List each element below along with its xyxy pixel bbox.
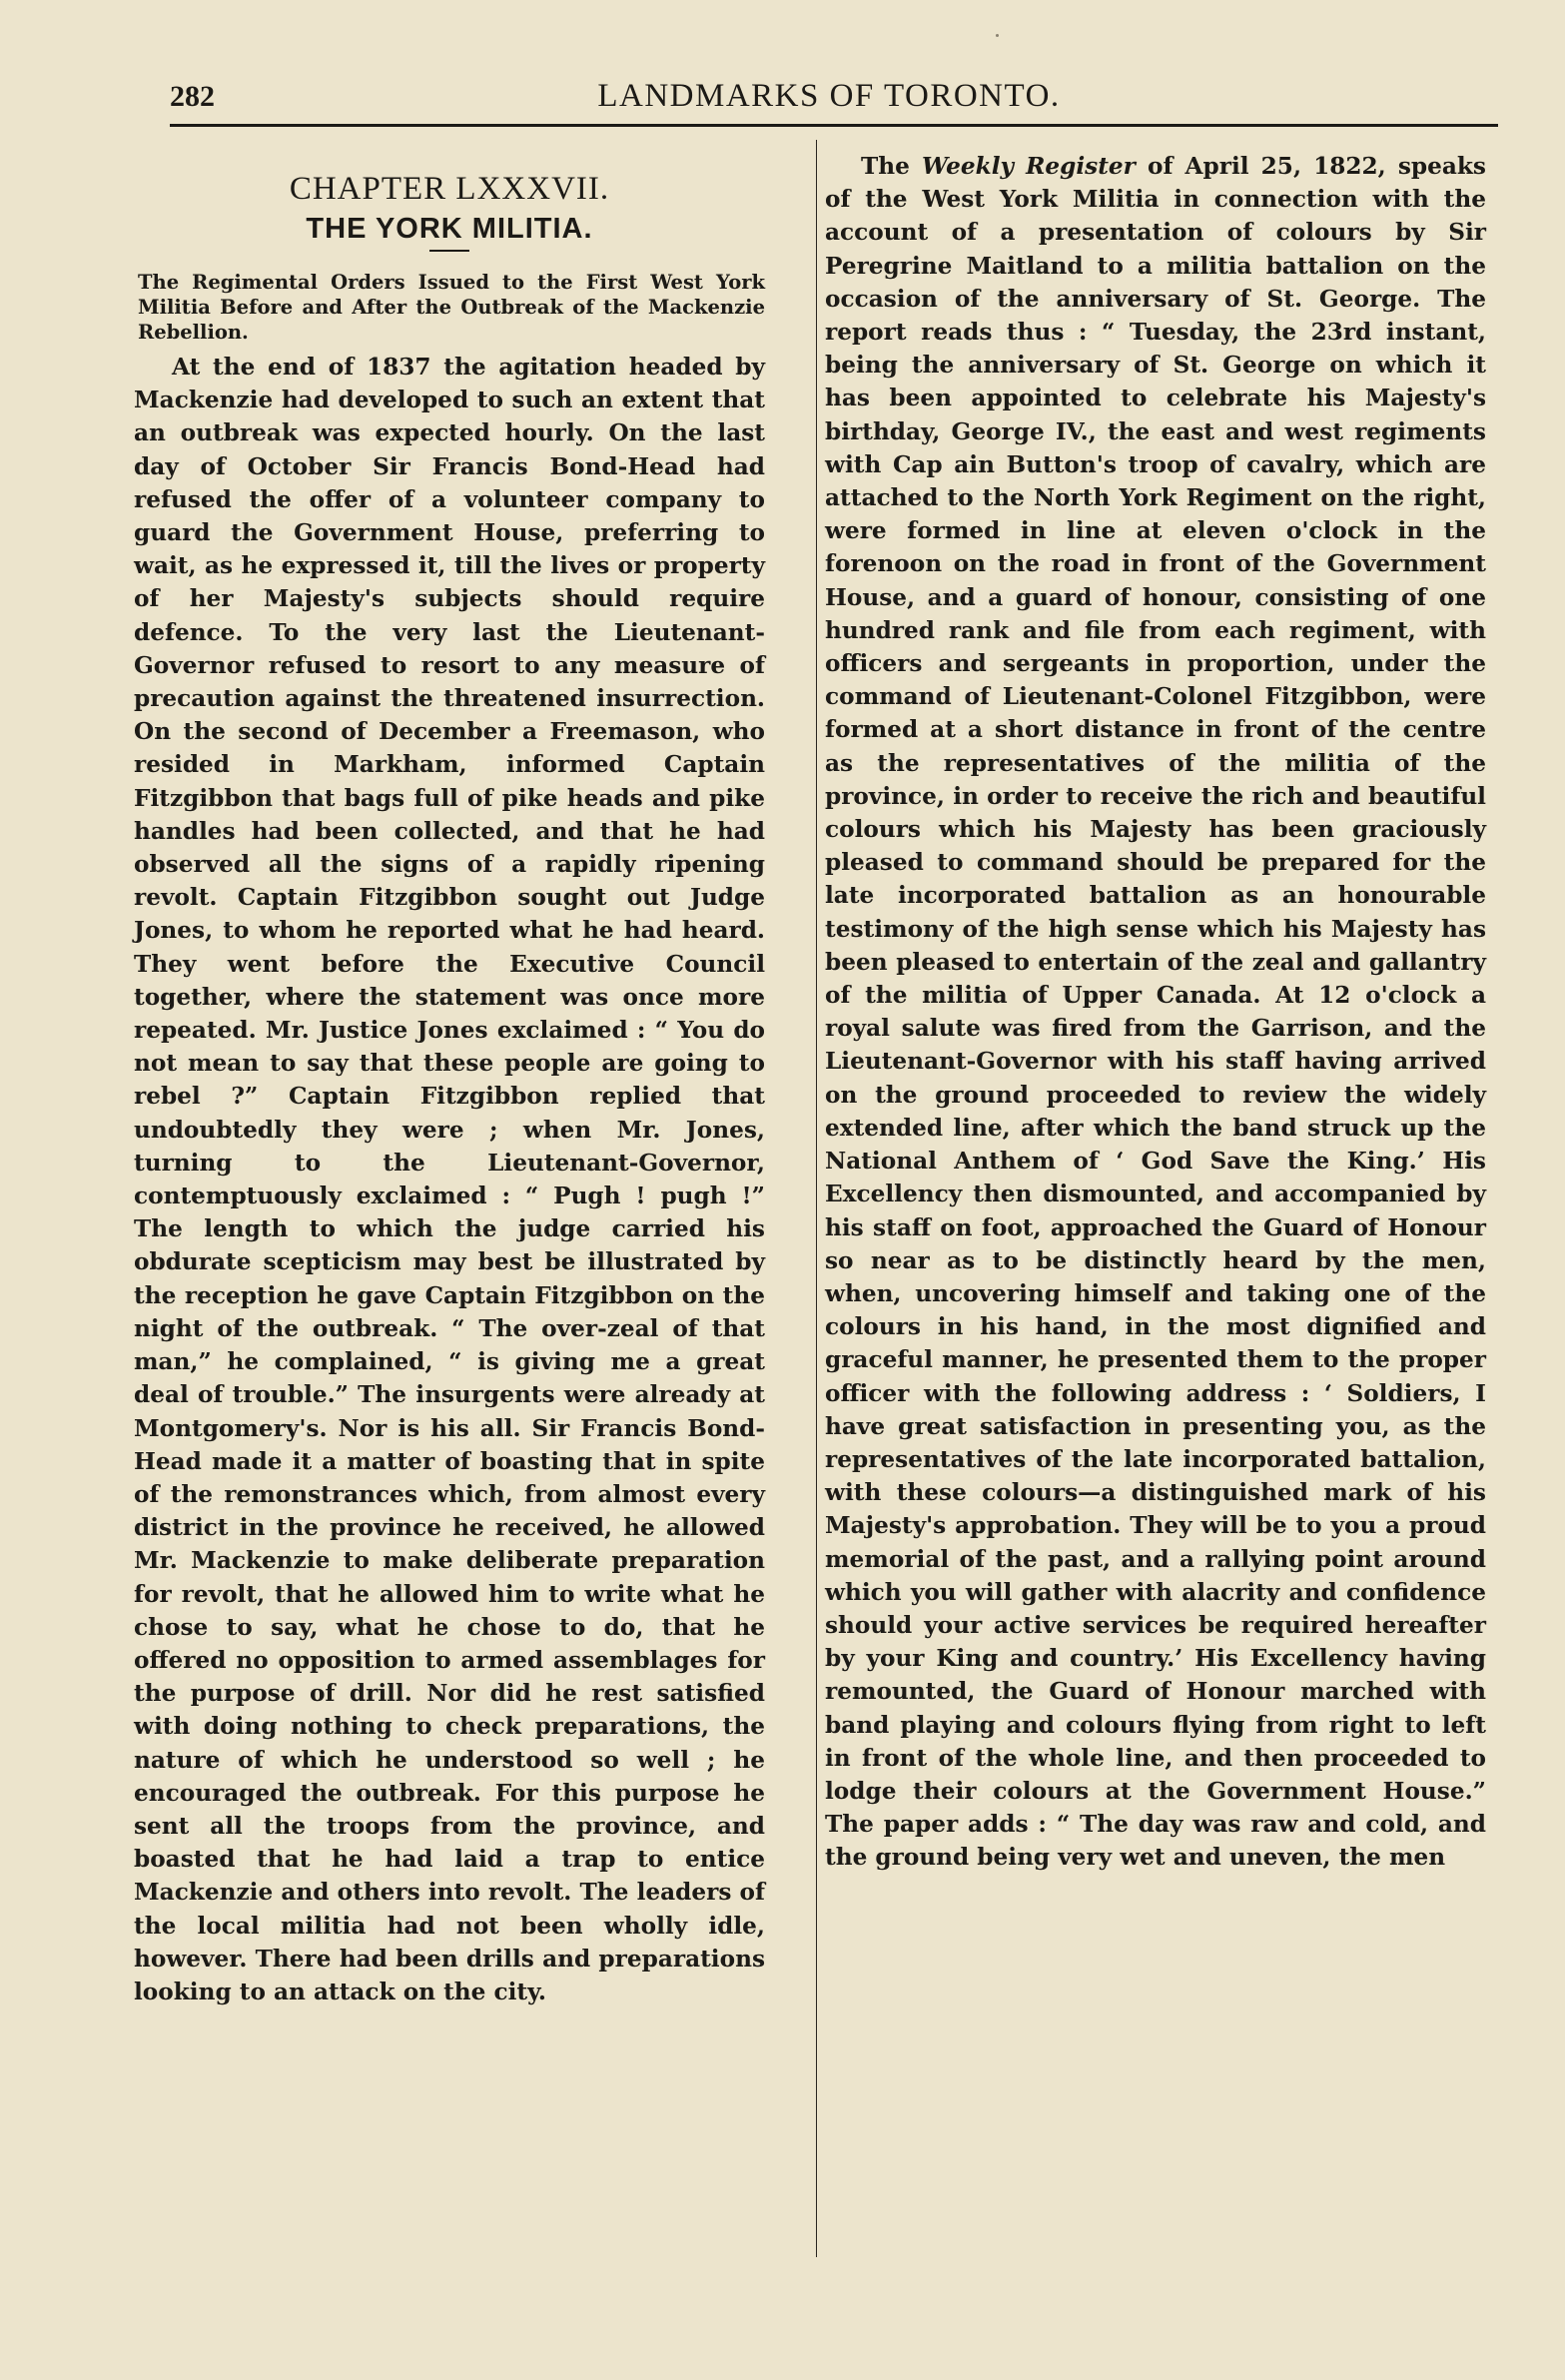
right-body-paragraph xyxy=(825,150,1486,1875)
title-rule xyxy=(429,250,469,252)
column-divider xyxy=(816,140,817,2257)
page-number: 282 xyxy=(170,80,215,113)
right-body-text: of April 25, 1822, speaks of the West York Militia in connection with the account of a presentation of colours by Sir Peregrine Maitland to a militia battalion on the occasion of the anniversary of St. George. The report reads thus : “ Tuesday, the 23rd instant, being the anniversary of St. George on which it has been appointed to celebrate his Majesty's birthday, George IV., the east and west regiments with Cap ain Button's troop of cavalry, which are attached to the North York Regiment on the right, were formed in line at eleven o'clock in the forenoon on the road in front of the Government House, and a guard of honour, consisting of one hundred rank and file from each regiment, with officers and sergeants in proportion, under the command of Lieutenant-Colonel Fitzgibbon, were formed at a short distance in front of the centre as the representatives of the militia of the province, in order to receive the rich and beautiful colours which his Majesty has been graciously pleased to command should be prepared for the late incorporated battalion as an honourable testimony of the high sense which his Majesty has been pleased to entertain of the zeal and gallantry of the militia of Upper Canada. At 12 o'clock a royal salute was fired from the Garrison, and the Lieutenant-Governor with his staff having arrived on the ground proceeded to review the widely extended line, after which the band struck up the National Anthem of ‘ God Save the King.’ His Excellency then dismounted, and accompanied by his staff on foot, approached the Guard of Honour so near as to be distinctly heard by the men, when, uncovering himself and taking one of the colours in his hand, in the most dignified and graceful manner, he presented them to the proper officer with the following address : ‘ Soldiers, I have great satisfaction in presenting you, as the representatives of the late incorporated battalion, with these colours—a distinguished mark of his Majesty's approbation. They will be to you a proud memorial of the past, and a rallying point around which you will gather with alacrity and confidence should your active services be required hereafter by your King and country.’ His Excellency having remounted, the Guard of Honour marched with band playing and colours flying from right to left in front of the whole line, and then proceeded to lodge their colours at the Government House.” The paper adds : “ The day was raw and cold, and the ground being very wet and uneven, the men xyxy=(825,153,1486,1872)
running-header xyxy=(160,78,1498,126)
running-title: LANDMARKS OF TORONTO. xyxy=(597,78,1061,114)
chapter-number: CHAPTER LXXXVII. xyxy=(289,171,610,207)
newspaper-name: Weekly Register xyxy=(921,153,1136,180)
paper-speck xyxy=(996,34,999,37)
header-rule xyxy=(170,124,1498,127)
intro-word: The xyxy=(861,153,910,180)
chapter-title: THE YORK MILITIA. xyxy=(306,213,593,245)
left-column xyxy=(134,150,765,2008)
right-column xyxy=(825,150,1486,1875)
left-body-paragraph: At the end of 1837 the agitation headed by Mackenzie had developed to such an extent that an outbreak was expected hourly. On the last day of October Sir Francis Bond-Head had refused the offer of a volunteer company to guard the Government House, preferring to wait, as he expressed it, till the lives or property of her Majesty's subjects should require defence. To the very last the Lieutenant-Governor refused to resort to any measure of precaution against the threatened insurrection. On the second of December a Freemason, who resided in Markham, informed Captain Fitzgibbon that bags full of pike heads and pike handles had been collected, and that he had observed all the signs of a rapidly ripening revolt. Captain Fitzgibbon sought out Judge Jones, to whom he reported what he had heard. They went before the Executive Council together, where the statement was once more repeated. Mr. Justice Jones exclaimed : “ You do not mean to say that these people are going to rebel ?” Captain Fitzgibbon replied that undoubtedly they were ; when Mr. Jones, turning to the Lieutenant-Governor, contemptuously exclaimed : “ Pugh ! pugh !” The length to which the judge carried his obdurate scepticism may best be illustrated by the reception he gave Captain Fitzgibbon on the night of the outbreak. “ The over-zeal of that man,” he complained, “ is giving me a great deal of trouble.” The insurgents were already at Montgomery's. Nor is his all. Sir Francis Bond-Head made it a matter of boasting that in spite of the remonstrances which, from almost every district in the province he received, he allowed Mr. Mackenzie to make deliberate preparation for revolt, that he allowed him to write what he chose to say, what he chose to do, that he offered no opposition to armed assemblages for the purpose of drill. Nor did he rest satisfied with doing nothing to check preparations, the nature of which he understood so well ; he encouraged the outbreak. For this purpose he sent all the troops from the province, and boasted that he had laid a trap to entice Mackenzie and others into revolt. The leaders of the local militia had not been wholly idle, however. There had been drills and preparations looking to an attack on the city. xyxy=(134,354,765,2005)
chapter-subheading: The Regimental Orders Issued to the First West York Militia Before and After the Outbreak of the Mackenzie Rebellion. xyxy=(138,271,765,344)
